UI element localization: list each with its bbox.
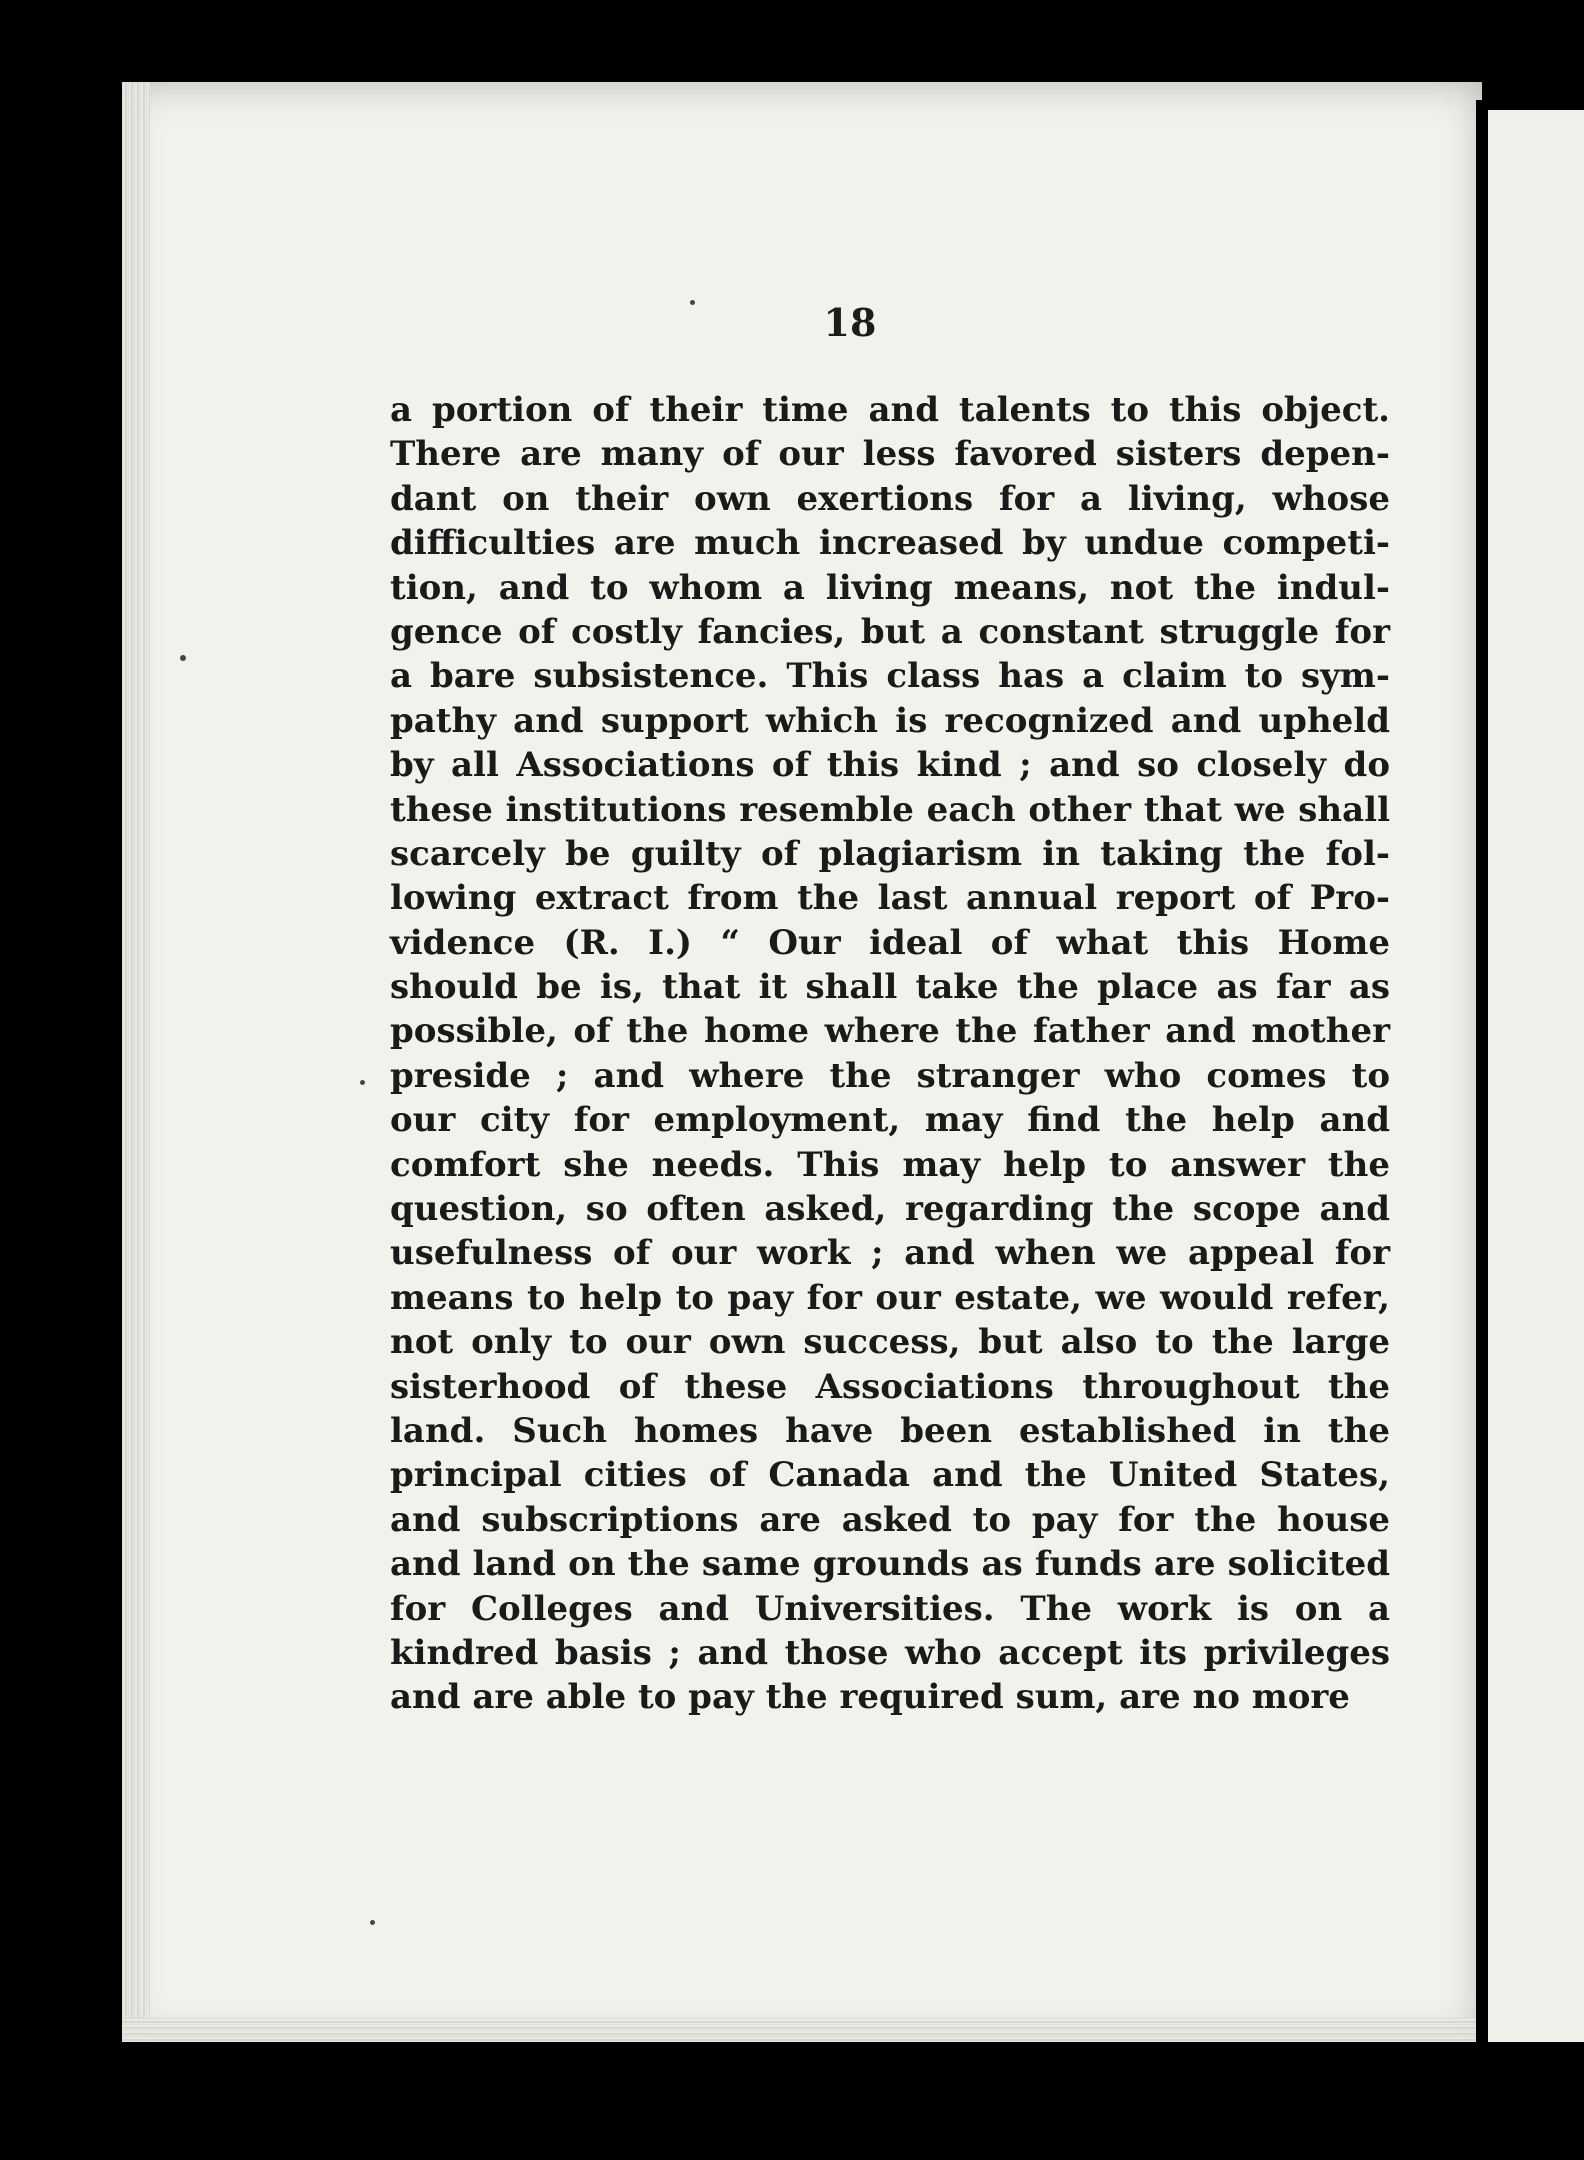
text-line: There are many of our less favored sisters depen- <box>390 434 1390 475</box>
text-line: and subscriptions are asked to pay for the house <box>390 1499 1390 1540</box>
text-line: vidence (R. I.) “ Our ideal of what this Home <box>390 922 1390 963</box>
ink-speck <box>180 655 186 661</box>
text-line: means to help to pay for our estate, we would refer, <box>390 1277 1390 1318</box>
text-line: and land on the same grounds as funds are solicited <box>390 1544 1390 1585</box>
ink-speck <box>690 300 695 305</box>
text-line: dant on their own exertions for a living, whose <box>390 478 1390 519</box>
text-line: usefulness of our work ; and when we appeal for <box>390 1233 1390 1274</box>
text-line: tion, and to whom a living means, not the indul- <box>390 567 1390 608</box>
text-line: should be is, that it shall take the place as far as <box>390 967 1390 1008</box>
text-line: not only to our own success, but also to the large <box>390 1322 1390 1363</box>
text-line: difficulties are much increased by undue competi- <box>390 523 1390 564</box>
text-line: kindred basis ; and those who accept its privileges <box>390 1632 1390 1673</box>
text-line: sisterhood of these Associations throughout the <box>390 1366 1390 1407</box>
text-line: these institutions resemble each other that we shall <box>390 789 1390 830</box>
text-line: a bare subsistence. This class has a claim to sym- <box>390 656 1390 697</box>
text-line: a portion of their time and talents to this object. <box>390 390 1390 430</box>
text-line: for Colleges and Universities. The work is on a <box>390 1588 1390 1629</box>
ink-speck <box>370 1920 375 1925</box>
text-line: preside ; and where the stranger who comes to <box>390 1055 1390 1096</box>
text-line: and are able to pay the required sum, are no more <box>390 1677 1350 1718</box>
page-edge-bottom <box>122 2018 1482 2042</box>
text-line: by all Associations of this kind ; and so closely do <box>390 745 1390 786</box>
text-line: lowing extract from the last annual report of Pro- <box>390 878 1390 919</box>
text-line: comfort she needs. This may help to answer the <box>390 1144 1390 1185</box>
page-number: 18 <box>823 300 877 345</box>
text-line: land. Such homes have been established in the <box>390 1410 1390 1451</box>
text-line: principal cities of Canada and the United States, <box>390 1455 1390 1496</box>
text-line: question, so often asked, regarding the scope and <box>390 1189 1390 1230</box>
body-text <box>390 388 1390 1720</box>
adjacent-page-strip <box>1488 110 1584 2042</box>
text-line: scarcely be guilty of plagiarism in taking the fol- <box>390 833 1390 874</box>
text-line: our city for employment, may find the help and <box>390 1100 1390 1141</box>
text-line: pathy and support which is recognized and upheld <box>390 700 1390 741</box>
text-line: gence of costly fancies, but a constant struggle for <box>390 611 1390 652</box>
ink-speck <box>360 1080 365 1085</box>
page-edge-left <box>122 82 150 2042</box>
text-line: possible, of the home where the father and mother <box>390 1011 1390 1052</box>
